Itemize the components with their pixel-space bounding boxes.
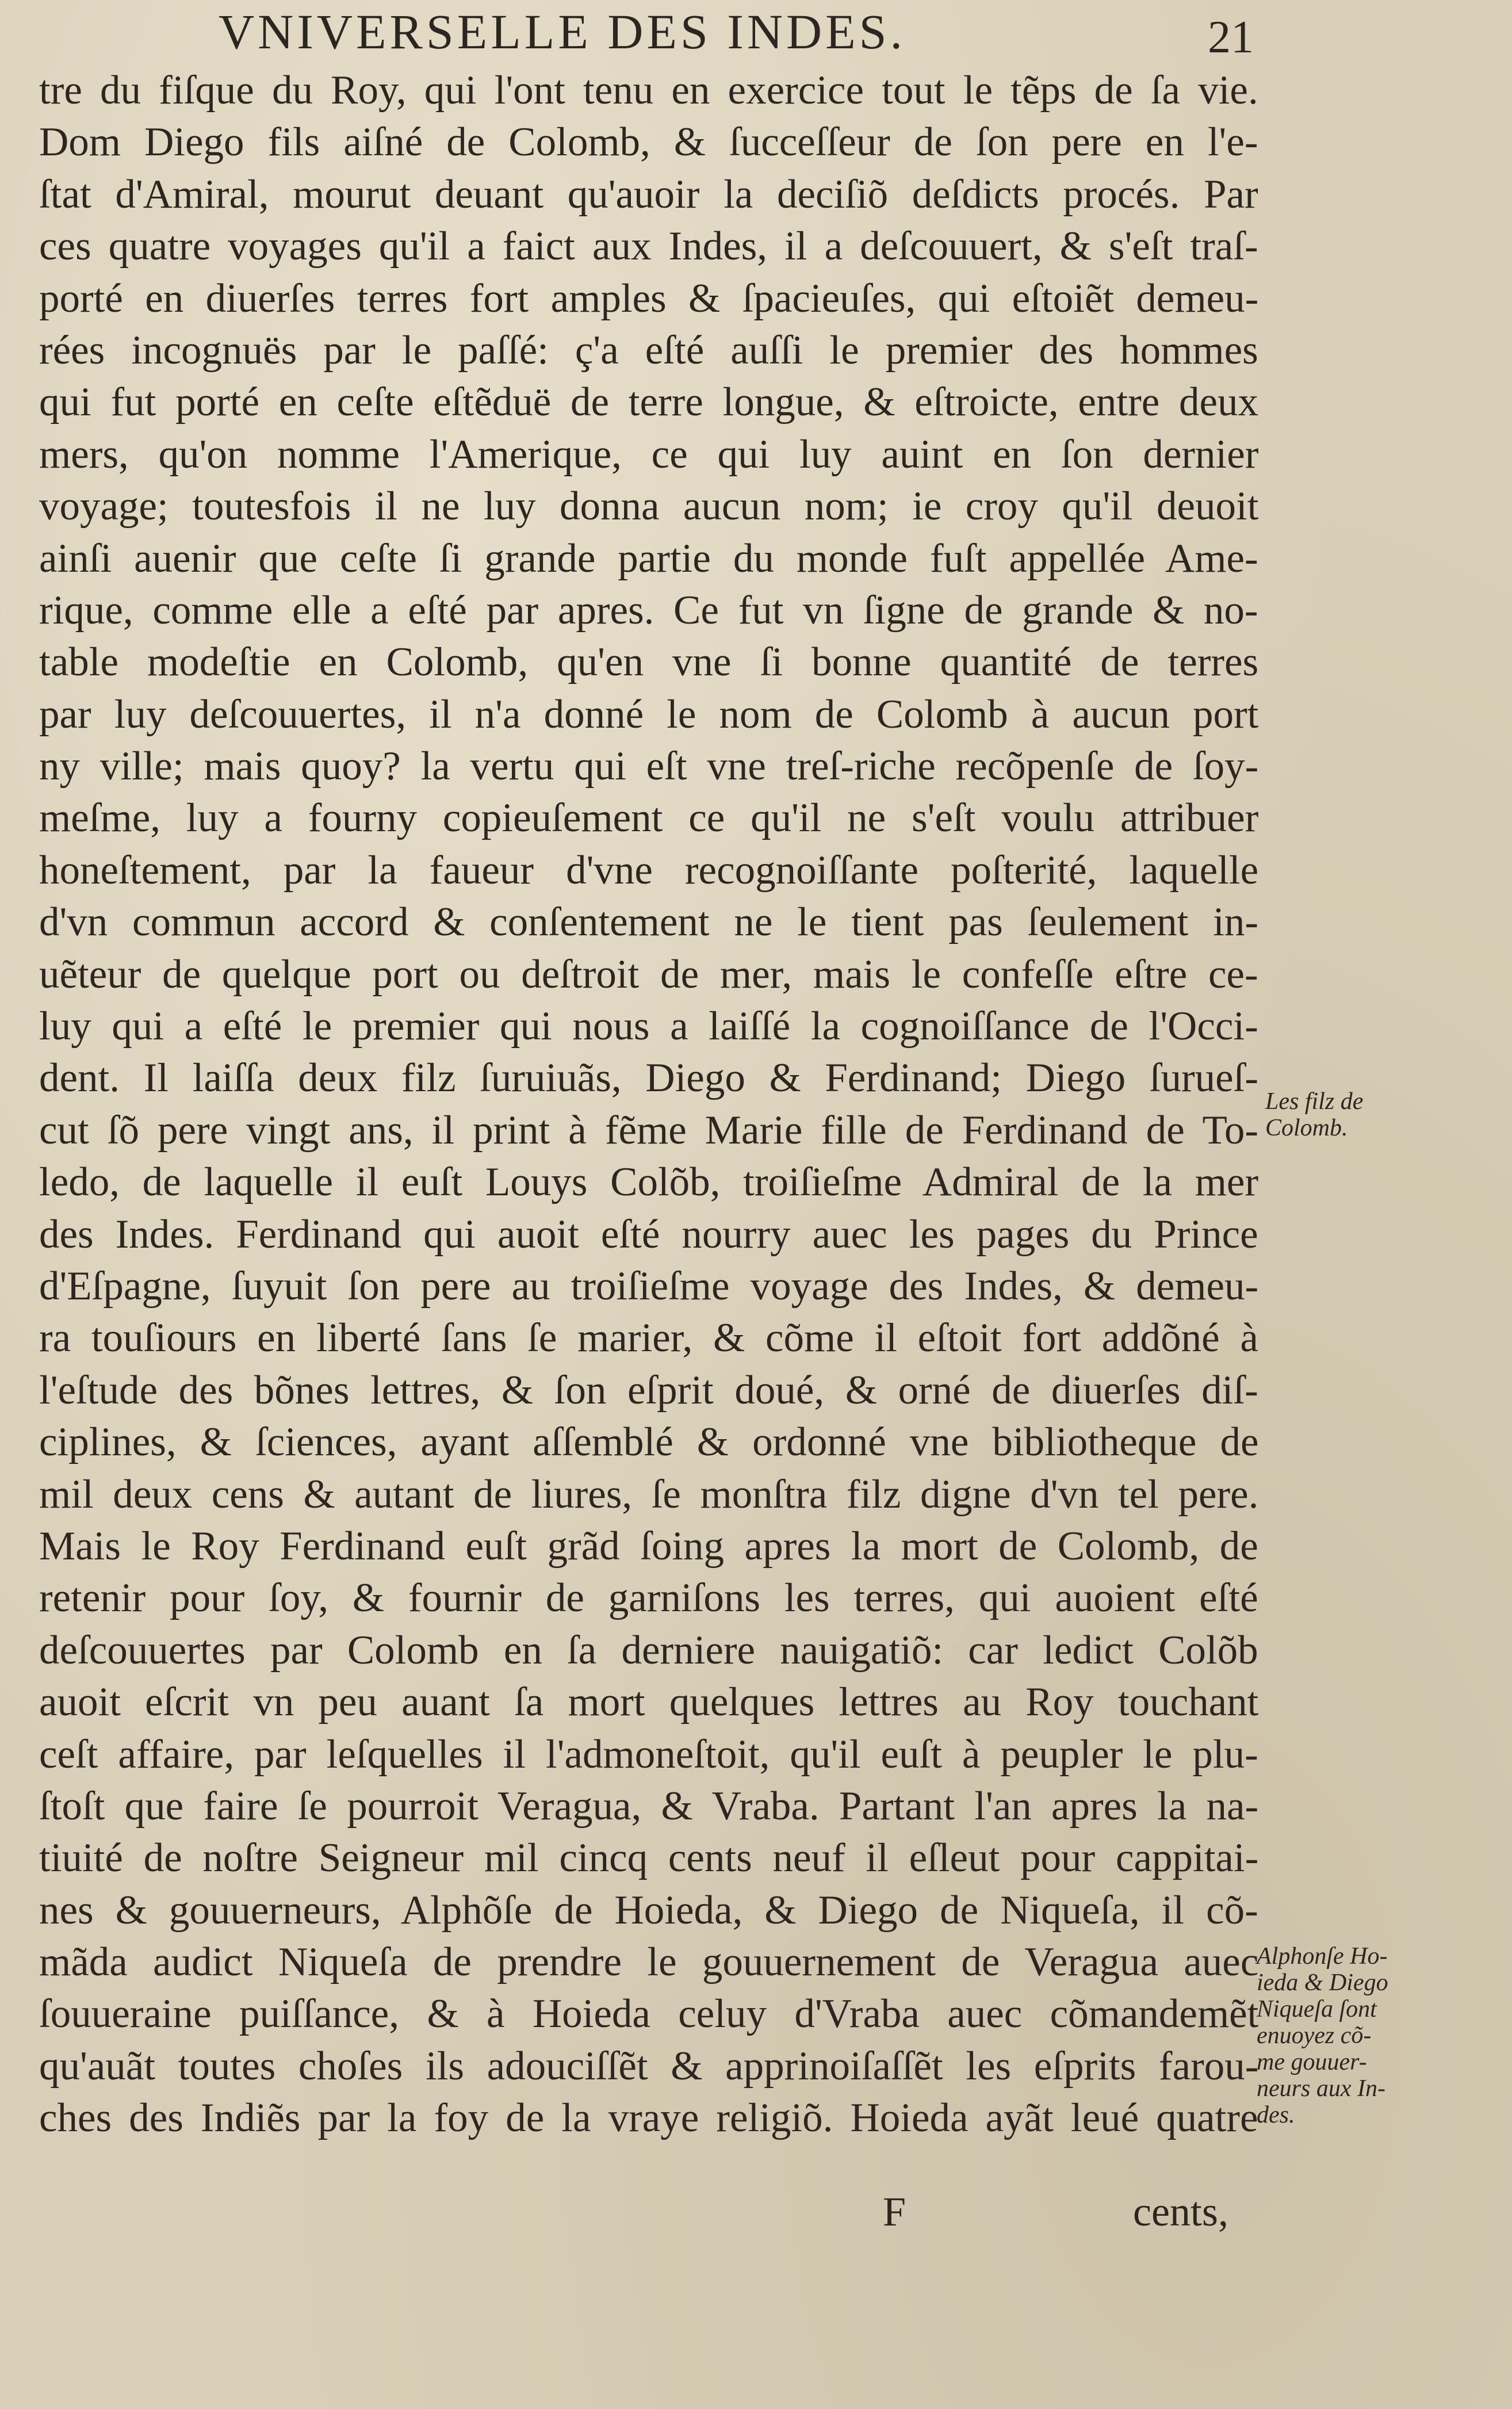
text-line: porté en diuerſes terres fort amples & ſpacieuſes, qui eſtoiẽt demeu-: [39, 276, 1258, 321]
text-line: tre du fiſque du Roy, qui l'ont tenu en exercice tout le tẽps de ſa vie.: [39, 68, 1258, 113]
text-line: par luy deſcouuertes, il n'a donné le nom de Colomb à aucun port: [39, 691, 1258, 737]
text-line: rique, comme elle a eſté par apres. Ce fut vn ſigne de grande & no-: [39, 587, 1258, 633]
text-line: mãda audict Niqueſa de prendre le gouuernement de Veragua auec: [39, 1940, 1258, 1985]
text-line: Dom Diego fils aiſné de Colomb, & ſucceſſeur de ſon pere en l'e-: [39, 120, 1258, 165]
side-note-line: ieda & Diego: [1257, 1970, 1388, 1996]
text-line: meſme, luy a fourny copieuſement ce qu'il ne s'eſt voulu attribuer: [39, 796, 1258, 841]
text-line: d'Eſpagne, ſuyuit ſon pere au troiſieſme voyage des Indes, & demeu-: [39, 1263, 1258, 1309]
text-line: cut ſõ pere vingt ans, il print à fẽme Marie fille de Ferdinand de To-: [39, 1107, 1258, 1153]
body-text: [39, 64, 1258, 2144]
text-line: ces quatre voyages qu'il a faict aux Indes, il a deſcouuert, & s'eſt traſ-: [39, 224, 1258, 269]
text-line: ledo, de laquelle il euſt Louys Colõb, troiſieſme Admiral de la mer: [39, 1160, 1258, 1205]
text-line: mers, qu'on nomme l'Amerique, ce qui luy auint en ſon dernier: [39, 431, 1258, 477]
running-head: VNIVERSELLE DES INDES.: [219, 4, 906, 59]
catchword: cents,: [1133, 2189, 1228, 2235]
text-line: voyage; toutesfois il ne luy donna aucun nom; ie croy qu'il deuoit: [39, 484, 1258, 529]
text-line: dent. Il laiſſa deux filz ſuruiuãs, Diego & Ferdinand; Diego ſurueſ-: [39, 1056, 1258, 1101]
text-line: retenir pour ſoy, & fournir de garniſons les terres, qui auoient eſté: [39, 1576, 1258, 1621]
text-line: rées incognuës par le paſſé: ç'a eſté auſſi le premier des hommes: [39, 327, 1258, 373]
signature-mark: F: [883, 2189, 906, 2235]
text-line: ſtoſt que faire ſe pourroit Veragua, & Vraba. Partant l'an apres la na-: [39, 1783, 1258, 1829]
text-line: mil deux cens & autant de liures, ſe monſtra filz digne d'vn tel pere.: [39, 1471, 1258, 1517]
text-line: ſtat d'Amiral, mourut deuant qu'auoir la deciſiõ deſdicts procés. Par: [39, 171, 1258, 217]
text-line: l'eſtude des bõnes lettres, & ſon eſprit doué, & orné de diuerſes diſ-: [39, 1367, 1258, 1413]
side-note-line: Niqueſa ſont: [1257, 1996, 1377, 2022]
text-line: ainſi auenir que ceſte ſi grande partie du monde fuſt appellée Ame-: [39, 536, 1258, 581]
text-line: d'vn commun accord & conſentement ne le tient pas ſeulement in-: [39, 900, 1258, 945]
side-note-line: Les filz de: [1265, 1088, 1364, 1115]
text-line: deſcouuertes par Colomb en ſa derniere nauigatiõ: car ledict Colõb: [39, 1627, 1258, 1673]
side-note-line: des.: [1257, 2102, 1295, 2128]
text-line: ceſt affaire, par leſquelles il l'admoneſtoit, qu'il euſt à peupler le plu-: [39, 1731, 1258, 1777]
side-note-line: Colomb.: [1265, 1115, 1348, 1141]
text-line: auoit eſcrit vn peu auant ſa mort quelques lettres au Roy touchant: [39, 1680, 1258, 1725]
text-line: ra touſiours en liberté ſans ſe marier, & cõme il eſtoit fort addõné à: [39, 1316, 1258, 1361]
text-line: nes & gouuerneurs, Alphõſe de Hoieda, & Diego de Niqueſa, il cõ-: [39, 1887, 1258, 1933]
side-note-alphonse-hoieda: [1257, 1943, 1388, 2128]
text-line: qui fut porté en ceſte eſtẽduë de terre longue, & eſtroicte, entre deux: [39, 380, 1258, 425]
text-line: table modeſtie en Colomb, qu'en vne ſi bonne quantité de terres: [39, 640, 1258, 685]
side-note-filz-de-colomb: [1265, 1088, 1363, 1141]
text-line: ny ville; mais quoy? la vertu qui eſt vne treſ-riche recõpenſe de ſoy-: [39, 744, 1258, 789]
text-line: uẽteur de quelque port ou deſtroit de mer, mais le confeſſe eſtre ce-: [39, 951, 1258, 997]
text-line: tiuité de noſtre Seigneur mil cincq cents neuf il eſleut pour cappitai-: [39, 1836, 1258, 1881]
side-note-line: enuoyez cõ-: [1257, 2022, 1372, 2049]
text-line: luy qui a eſté le premier qui nous a laiſſé la cognoiſſance de l'Occi-: [39, 1004, 1258, 1049]
text-line: ches des Indiẽs par la foy de la vraye religiõ. Hoieda ayãt leué quatre: [39, 2096, 1258, 2141]
side-note-line: neurs aux In-: [1257, 2075, 1385, 2102]
text-line: honeſtement, par la faueur d'vne recognoiſſante poſterité, laquelle: [39, 847, 1258, 893]
text-line: qu'auãt toutes choſes ils adouciſſẽt & apprinoiſaſſẽt les eſprits farou-: [39, 2043, 1258, 2089]
text-line: ſouueraine puiſſance, & à Hoieda celuy d'Vraba auec cõmandemẽt: [39, 1991, 1258, 2037]
side-note-line: me gouuer-: [1257, 2049, 1367, 2075]
text-line: Mais le Roy Ferdinand euſt grãd ſoing apres la mort de Colomb, de: [39, 1523, 1258, 1569]
text-line: des Indes. Ferdinand qui auoit eſté nourry auec les pages du Prince: [39, 1211, 1258, 1257]
text-line: ciplines, & ſciences, ayant aſſemblé & ordonné vne bibliotheque de: [39, 1420, 1258, 1465]
page-number: 21: [1208, 12, 1254, 63]
side-note-line: Alphonſe Ho-: [1257, 1943, 1388, 1970]
